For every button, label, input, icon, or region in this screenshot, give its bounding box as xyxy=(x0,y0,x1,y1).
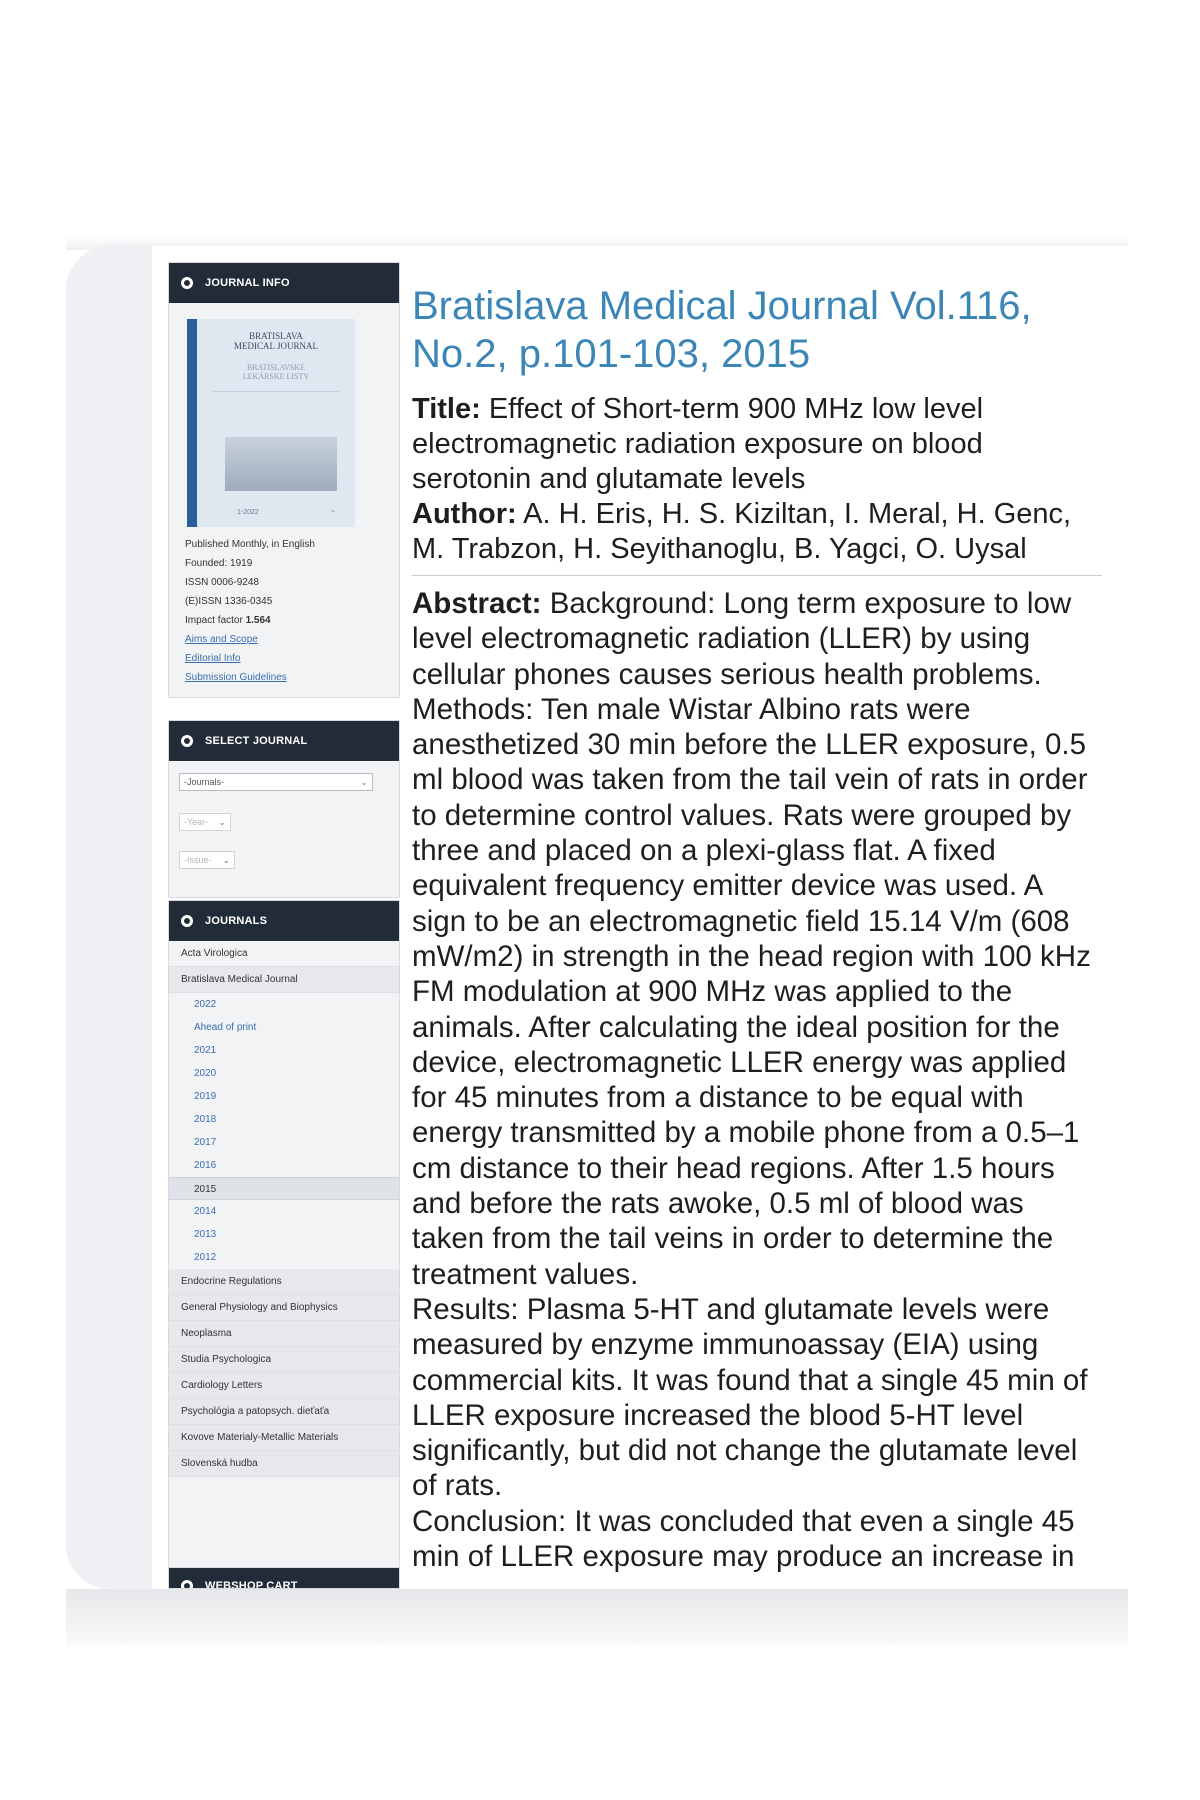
impact-factor xyxy=(185,611,315,630)
journal-select[interactable] xyxy=(179,773,373,791)
divider xyxy=(412,575,1102,576)
chevron-down-icon: ⌄ xyxy=(360,777,368,787)
impact-factor-label: Impact factor xyxy=(185,615,243,626)
abstract-background-text: Background: Long term exposure to low level electromagnetic radiation (LLER) by using cellular phones causes serious health problems. xyxy=(412,587,1072,691)
journal-item-kovove-materialy[interactable]: Kovove Materialy-Metallic Materials xyxy=(169,1425,399,1451)
journal-item-acta-virologica[interactable]: Acta Virologica xyxy=(169,941,399,967)
article-abstract xyxy=(412,586,1102,1574)
cover-title-line1: BRATISLAVA xyxy=(249,331,303,341)
year-item-2012[interactable]: 2012 xyxy=(194,1252,217,1263)
article-heading-line2: No.2, p.101-103, 2015 xyxy=(412,332,811,376)
year-item-2022[interactable]: 2022 xyxy=(194,999,217,1010)
journal-info-header xyxy=(169,263,399,303)
journal-info-title: JOURNAL INFO xyxy=(205,277,290,289)
abstract-methods: Methods: Ten male Wistar Albino rats were anesthetized 30 min before the LLER exposure, 0.5 ml blood was taken from the tail vein of rats in order to determine control values. Rats were grouped by three and placed on a plexi-glass flat. A fixed equivalent frequency emitter device was used. A sign to be an electromagnetic field 15.14 V/m (608 mW/m2) in strength in the head region with 100 kHz FM modulation at 900 MHz was applied to the animals. After calculating the ideal position for the device, electromagnetic LLER energy was applied for 45 minutes from a distance to be equal with energy transmitted by a mobile phone from a 0.5–1 cm distance to their head regions. After 1.5 hours and before the rats awoke, 0.5 ml of blood was taken from the tail veins in order to determine the treatment values. xyxy=(412,692,1091,1291)
title-label: Title: xyxy=(412,393,481,425)
cover-divider xyxy=(213,391,339,392)
eissn-info: (E)ISSN 1336-0345 xyxy=(185,596,273,607)
cover-subtitle xyxy=(197,363,355,381)
issue-select-value: -Issue- xyxy=(184,855,212,865)
journal-item-cardiology-letters[interactable]: Cardiology Letters xyxy=(169,1373,399,1399)
journals-header xyxy=(169,901,399,941)
select-journal-header xyxy=(169,721,399,761)
sidebar xyxy=(168,262,400,1589)
journal-item-studia-psychologica[interactable]: Studia Psychologica xyxy=(169,1347,399,1373)
journal-item-endocrine-regulations[interactable]: Endocrine Regulations xyxy=(169,1269,399,1295)
editorial-info-link[interactable]: Editorial Info xyxy=(185,653,241,664)
year-item-2019[interactable]: 2019 xyxy=(194,1091,217,1102)
year-item-2014[interactable]: 2014 xyxy=(194,1206,217,1217)
submission-guidelines-link[interactable]: Submission Guidelines xyxy=(185,672,287,683)
abstract-results: Results: Plasma 5-HT and glutamate levels were measured by enzyme immunoassay (EIA) using commercial kits. It was found that a single 45 min of LLER exposure increased the blood 5-HT level significantly, but did not change the glutamate level of rats. xyxy=(412,1292,1088,1503)
year-item-2016[interactable]: 2016 xyxy=(194,1160,217,1171)
aims-scope-link[interactable]: Aims and Scope xyxy=(185,634,258,645)
journal-info-details xyxy=(185,535,315,687)
select-journal-title: SELECT JOURNAL xyxy=(205,735,308,747)
author-label: Author: xyxy=(412,498,517,530)
abstract-conclusion: Conclusion: It was concluded that even a single 45 min of LLER exposure may produce an increase in xyxy=(412,1504,1075,1574)
journals-title: JOURNALS xyxy=(205,915,268,927)
journal-item-general-physiology[interactable]: General Physiology and Biophysics xyxy=(169,1295,399,1321)
year-item-2020[interactable]: 2020 xyxy=(194,1068,217,1079)
journal-select-value: -Journals- xyxy=(184,777,225,787)
article xyxy=(412,282,1102,1589)
journal-cover-image[interactable] xyxy=(187,319,355,527)
issue-select[interactable] xyxy=(179,851,235,869)
year-item-2015-selected[interactable]: 2015 xyxy=(169,1177,399,1200)
cover-title-line2: MEDICAL JOURNAL xyxy=(234,341,318,351)
cover-subtitle-line1: BRATISLAVSKÉ xyxy=(246,363,306,372)
article-title xyxy=(412,392,1102,497)
circle-icon xyxy=(181,735,193,747)
cover-publisher-mark: ~ xyxy=(330,507,335,516)
article-authors xyxy=(412,497,1102,567)
year-item-ahead-of-print[interactable]: Ahead of print xyxy=(194,1022,257,1033)
article-heading-line1: Bratislava Medical Journal Vol.116, xyxy=(412,284,1032,328)
circle-icon xyxy=(181,277,193,289)
issn-info: ISSN 0006-9248 xyxy=(185,577,259,588)
abstract-background xyxy=(412,586,1102,692)
journal-item-psychologia[interactable]: Psychológia a patopsych. dieťaťa xyxy=(169,1399,399,1425)
article-meta xyxy=(412,392,1102,567)
cover-title xyxy=(197,331,355,351)
photo-shadow-bottom xyxy=(66,1589,1128,1645)
journal-item-bratislava-medical-journal[interactable]: Bratislava Medical Journal xyxy=(169,967,399,993)
circle-icon xyxy=(181,915,193,927)
abstract-label: Abstract: xyxy=(412,587,542,620)
cover-city-illustration xyxy=(225,437,337,491)
select-journal-panel xyxy=(168,720,400,898)
cover-subtitle-line2: LEKÁRSKE LISTY xyxy=(242,372,310,381)
journal-info-panel xyxy=(168,262,400,698)
impact-factor-value: 1.564 xyxy=(245,615,271,626)
webshop-cart-header[interactable] xyxy=(169,1568,399,1589)
year-select[interactable] xyxy=(179,813,231,831)
authors-text: A. H. Eris, H. S. Kiziltan, I. Meral, H. Genc, M. Trabzon, H. Seyithanoglu, B. Yagci, O. Uysal xyxy=(412,498,1072,565)
journal-item-neoplasma[interactable]: Neoplasma xyxy=(169,1321,399,1347)
cover-footer-text: 1-2022 xyxy=(237,509,259,516)
year-select-value: -Year- xyxy=(184,817,209,827)
year-list xyxy=(169,993,399,1269)
journals-list xyxy=(169,941,399,1477)
published-info: Published Monthly, in English xyxy=(185,539,315,550)
founded-info: Founded: 1919 xyxy=(185,558,253,569)
journals-panel xyxy=(168,900,400,1575)
circle-icon xyxy=(181,1580,193,1589)
year-item-2021[interactable]: 2021 xyxy=(194,1045,217,1056)
journal-item-slovenska-hudba[interactable]: Slovenská hudba xyxy=(169,1451,399,1477)
webshop-cart-panel xyxy=(168,1567,400,1589)
title-text: Effect of Short-term 900 MHz low level electromagnetic radiation exposure on blood serotonin and glutamate levels xyxy=(412,393,984,495)
chevron-down-icon: ⌄ xyxy=(222,855,230,865)
year-item-2017[interactable]: 2017 xyxy=(194,1137,217,1148)
chevron-down-icon: ⌄ xyxy=(218,817,226,827)
webshop-cart-title: WEBSHOP CART xyxy=(205,1580,298,1589)
article-heading xyxy=(412,282,1102,378)
year-item-2018[interactable]: 2018 xyxy=(194,1114,217,1125)
year-item-2013[interactable]: 2013 xyxy=(194,1229,217,1240)
